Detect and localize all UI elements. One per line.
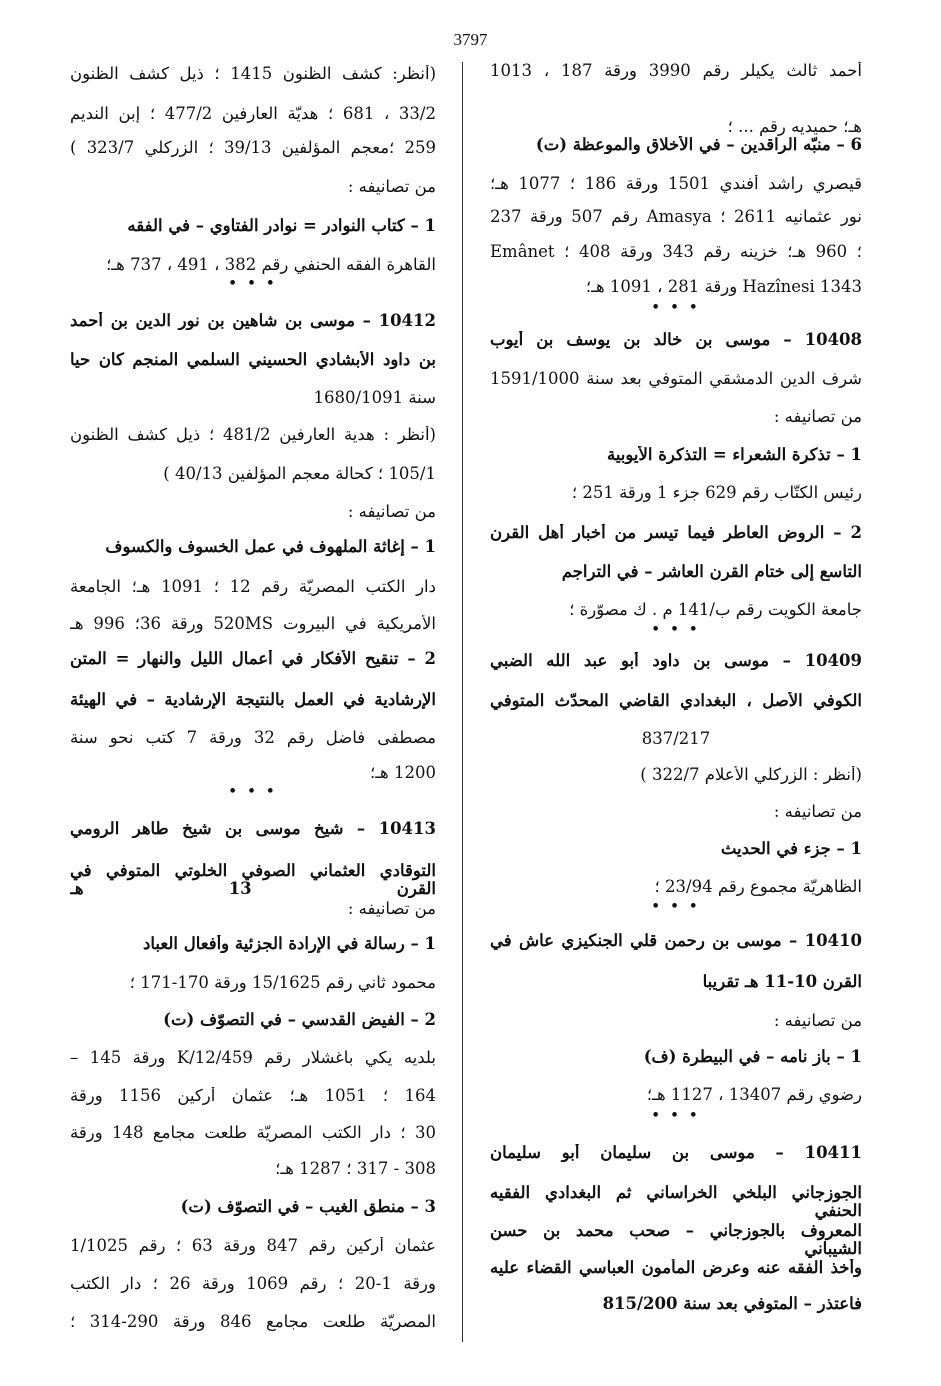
- text-line: مصطفى فاضل رقم 32 ورقة 7 كتب نحو سنة: [70, 729, 436, 747]
- text-line: 2 – تنقيح الأفكار في أعمال الليل والنهار = المتن: [70, 650, 436, 668]
- text-line: ورقة 1-20 ؛ رقم 1069 ورقة 26 ؛ دار الكتب: [70, 1275, 436, 1293]
- text-line: الظاهريّة مجموع رقم 23/94 ؛: [654, 878, 862, 896]
- text-line: الكوفي الأصل ، البغدادي القاضي المحدّث المتوفي: [490, 692, 862, 710]
- text-line: 30 ؛ دار الكتب المصريّة طلعت مجامع 148 ورقة: [70, 1124, 436, 1142]
- entry-separator: • • •: [651, 899, 701, 914]
- text-line: 3 – منطق الغيب – في التصوّف (ت): [180, 1198, 436, 1216]
- text-line: محمود ثاني رقم 15/1625 ورقة 170-171 ؛: [129, 974, 436, 992]
- text-line: (أنظر : الزركلي الأعلام 322/7 ): [640, 766, 862, 784]
- text-line: سنة 1680/1091: [313, 389, 436, 407]
- text-line: نور عثمانيه 2611 ؛ Amasya رقم 507 ورقة 237: [490, 208, 862, 226]
- text-line: دار الكتب المصريّة رقم 12 ؛ 1091 هـ؛ الجامعة: [70, 578, 436, 596]
- text-line: 308 - 317 ؛ 1287 هـ؛: [275, 1160, 436, 1178]
- text-line: 1 – جزء في الحديث: [720, 840, 862, 858]
- text-line: 259 ؛معجم المؤلفين 39/13 ؛ الزركلي 323/7 ): [70, 139, 436, 157]
- page-number: 3797: [453, 30, 488, 49]
- text-line: 1200 هـ؛: [369, 764, 436, 782]
- text-line: 10408 – موسى بن خالد بن يوسف بن أيوب: [490, 331, 862, 349]
- text-line: 2 – الفيض القدسي – في التصوّف (ت): [163, 1011, 436, 1029]
- text-line: بلديه يكي باغشلار رقم 12/459/K ورقة 145 –: [70, 1049, 436, 1067]
- text-line: من تصانيفه :: [347, 503, 436, 521]
- text-line: ؛ 960 هـ؛ خزينه رقم 343 ورقة 408 ؛ Emânet: [490, 243, 862, 261]
- entry-separator: • • •: [651, 622, 701, 637]
- text-line: 1 – رسالة في الإرادة الجزئية وأفعال العباد: [143, 935, 436, 953]
- entry-separator: • • •: [651, 1108, 701, 1123]
- text-line: Hazînesi 1343 ورقة 281 ، 1091 هـ؛: [585, 278, 862, 296]
- text-line: 164 ؛ 1051 هـ؛ عثمان أركين 1156 ورقة: [70, 1087, 436, 1105]
- text-line: قيصري راشد أفندي 1501 ورقة 186 ؛ 1077 هـ؛: [490, 175, 862, 193]
- text-line: 10413 – شيخ موسى بن شيخ طاهر الرومي: [70, 820, 436, 838]
- text-line: عثمان أركين رقم 847 ورقة 63 ؛ رقم 1/1025: [70, 1237, 436, 1255]
- text-line: 1 – باز نامه – في البيطرة (ف): [643, 1048, 862, 1066]
- text-line: من تصانيفه :: [773, 408, 862, 426]
- text-line: الإرشادية في العمل بالنتيجة الإرشادية – في الهيئة: [70, 691, 436, 709]
- column-divider: [462, 62, 463, 1342]
- text-line: بن داود الأبشادي الحسيني السلمي المنجم كان حيا: [70, 351, 436, 369]
- entry-separator: • • •: [228, 784, 278, 799]
- text-line: فاعتذر – المتوفي بعد سنة 815/200: [602, 1295, 862, 1313]
- text-line: 10409 – موسى بن داود أبو عبد الله الضبي: [490, 652, 862, 670]
- text-line: من تصانيفه :: [773, 1012, 862, 1030]
- text-line: من تصانيفه :: [773, 803, 862, 821]
- text-line: وأخذ الفقه عنه وعرض المأمون العباسي القضاء عليه: [490, 1259, 862, 1277]
- text-line: 10410 – موسى بن رحمن قلي الجنكيزي عاش في: [490, 932, 862, 950]
- text-line: التاسع إلى ختام القرن العاشر – في التراجم: [561, 563, 862, 581]
- text-line: 837/217: [641, 730, 711, 748]
- text-line: المصريّة طلعت مجامع 846 ورقة 290-314 ؛: [70, 1313, 436, 1331]
- text-line: شرف الدين الدمشقي المتوفي بعد سنة 1591/1000: [490, 370, 862, 388]
- text-line: من تصانيفه :: [347, 900, 436, 918]
- text-line: المعروف بالجوزجاني – صحب محمد بن حسن الشيباني: [490, 1222, 862, 1259]
- entry-separator: • • •: [228, 276, 278, 291]
- text-line: 10412 – موسى بن شاهين بن نور الدين بن أحمد: [70, 312, 436, 330]
- text-line: الأمريكية في البيروت 520MS ورقة 36؛ 996 هـ: [70, 615, 436, 633]
- text-line: من تصانيفه :: [347, 178, 436, 196]
- text-line: أحمد ثالث يكيلر رقم 3990 ورقة 187 ، 1013: [490, 62, 862, 80]
- text-line: 1 – تذكرة الشعراء = التذكرة الأيوبية: [606, 446, 862, 464]
- text-line: التوقادي العثماني الصوفي الخلوتي المتوفي في القرن 13 هـ: [70, 862, 436, 899]
- text-line: هـ؛ حميديه رقم ... ؛: [727, 118, 862, 136]
- text-line: جامعة الكويت رقم ب/141 م . ك مصوّرة ؛: [569, 601, 862, 619]
- text-line: رئيس الكتّاب رقم 629 جزء 1 ورقة 251 ؛: [571, 484, 862, 502]
- entry-separator: • • •: [651, 300, 701, 315]
- text-line: القرن 10-11 هـ تقريبا: [702, 973, 862, 991]
- text-line: (أنظر: كشف الظنون 1415 ؛ ذيل كشف الظنون: [70, 65, 436, 83]
- text-line: 6 – منبّه الراقدين – في الأخلاق والموعظة (ت): [535, 136, 862, 154]
- text-line: 1 – إغاثة الملهوف في عمل الخسوف والكسوف: [105, 538, 436, 556]
- text-line: القاهرة الفقه الحنفي رقم 382 ، 491 ، 737 هـ؛: [106, 256, 436, 274]
- text-line: 10411 – موسى بن سليمان أبو سليمان: [490, 1144, 862, 1162]
- text-line: 2 – الروض العاطر فيما تيسر من أخبار أهل القرن: [490, 524, 862, 542]
- text-line: الجوزجاني البلخي الخراساني ثم البغدادي الفقيه الحنفي: [490, 1184, 862, 1221]
- text-line: (أنظر : هدية العارفين 481/2 ؛ ذيل كشف الظنون: [70, 426, 436, 444]
- text-line: رضوي رقم 13407 ، 1127 هـ؛: [646, 1086, 862, 1104]
- text-line: 1 – كتاب النوادر = نوادر الفتاوي – في الفقه: [127, 217, 436, 235]
- text-line: 33/2 ، 681 ؛ هديّة العارفين 477/2 ؛ إبن النديم: [70, 105, 436, 123]
- text-line: 105/1 ؛ كحالة معجم المؤلفين 40/13 ): [163, 465, 436, 483]
